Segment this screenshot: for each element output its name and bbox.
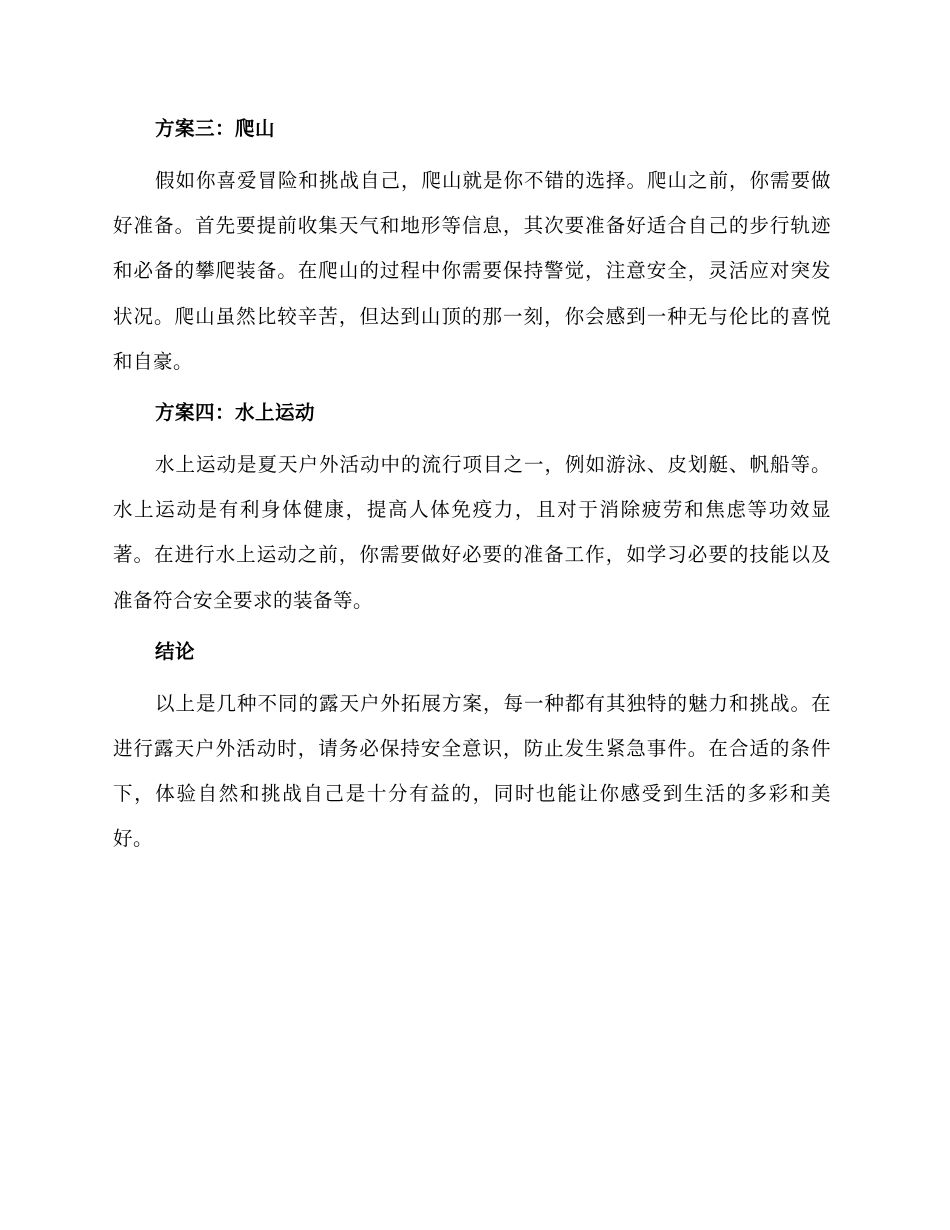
section-body-conclusion: 以上是几种不同的露天户外拓展方案，每一种都有其独特的魅力和挑战。在进行露天户外活动时，请务必保持安全意识，防止发生紧急事件。在合适的条件下，体验自然和挑战自己是十分有益的，同时也能让你感受到生活的多彩和美好。 bbox=[113, 691, 831, 851]
section-body-climbing: 假如你喜爱冒险和挑战自己，爬山就是你不错的选择。爬山之前，你需要做好准备。首先要提前收集天气和地形等信息，其次要准备好适合自己的步行轨迹和必备的攀爬装备。在爬山的过程中你需要保持警觉，注意安全，灵活应对突发状况。爬山虽然比较辛苦，但达到山顶的那一刻，你会感到一种无与伦比的喜悦和自豪。 bbox=[113, 169, 831, 373]
section-heading-conclusion: 结论 bbox=[155, 639, 196, 663]
section-heading-water-sports: 方案四：水上运动 bbox=[155, 401, 316, 425]
section-body-water-sports: 水上运动是夏天户外活动中的流行项目之一，例如游泳、皮划艇、帆船等。水上运动是有利身体健康，提高人体免疫力，且对于消除疲劳和焦虑等功效显著。在进行水上运动之前，你需要做好必要的准备工作，如学习必要的技能以及准备符合安全要求的装备等。 bbox=[113, 453, 831, 612]
section-heading-climbing: 方案三：爬山 bbox=[155, 117, 276, 140]
document-page bbox=[113, 112, 831, 862]
